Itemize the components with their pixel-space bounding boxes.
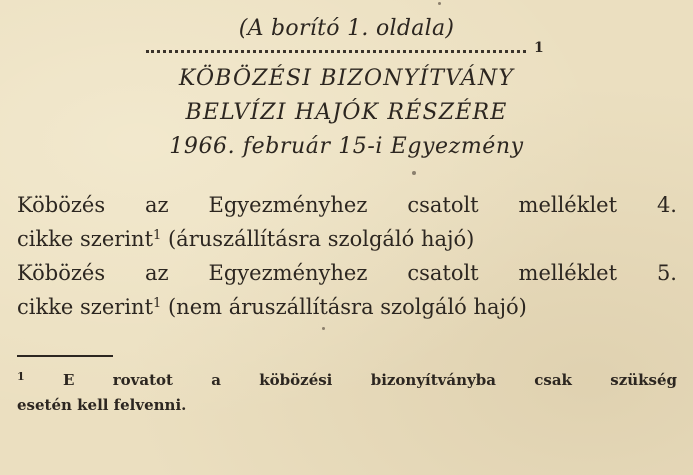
footnote-reference-mark: 1 xyxy=(534,40,544,56)
paragraph-text: cikke szerint xyxy=(17,295,154,319)
paper-speck xyxy=(322,327,325,330)
footnote-line-1 xyxy=(17,368,677,393)
cover-page-label: (A borító 1. oldala) xyxy=(238,16,455,41)
paper-speck xyxy=(438,2,441,5)
footnote-separator-rule xyxy=(17,355,113,357)
document-title-line-2: BELVÍZI HAJÓK RÉSZÉRE xyxy=(185,100,508,125)
paragraph-line xyxy=(17,290,677,324)
footnote-line-2: esetén kell felvenni. xyxy=(17,396,187,414)
paragraph-non-cargo-vessel xyxy=(17,256,677,324)
footnote-number: 1 xyxy=(17,370,25,383)
footnote-superscript: 1 xyxy=(153,296,162,311)
document-title-line-1: KÖBÖZÉSI BIZONYÍTVÁNY xyxy=(178,66,515,91)
paragraph-line: Köbözés az Egyezményhez csatolt melléklet 5. xyxy=(17,261,677,285)
dotted-fill-line xyxy=(146,50,526,53)
paragraph-line: Köbözés az Egyezményhez csatolt melléklet 4. xyxy=(17,193,677,217)
paragraph-text: (áruszállításra szolgáló hajó) xyxy=(161,227,475,251)
paragraph-text: (nem áruszállításra szolgáló hajó) xyxy=(161,295,527,319)
paragraph-cargo-vessel xyxy=(17,188,677,256)
footnote-superscript: 1 xyxy=(153,228,162,243)
paragraph-line xyxy=(17,222,677,256)
footnote-text: E rovatot a köbözési bizonyítványba csak szükség xyxy=(24,371,677,389)
footnote xyxy=(17,368,677,418)
paper-speck xyxy=(412,171,416,175)
paragraph-text: cikke szerint xyxy=(17,227,154,251)
document-title-convention: 1966. február 15-i Egyezmény xyxy=(169,134,524,159)
